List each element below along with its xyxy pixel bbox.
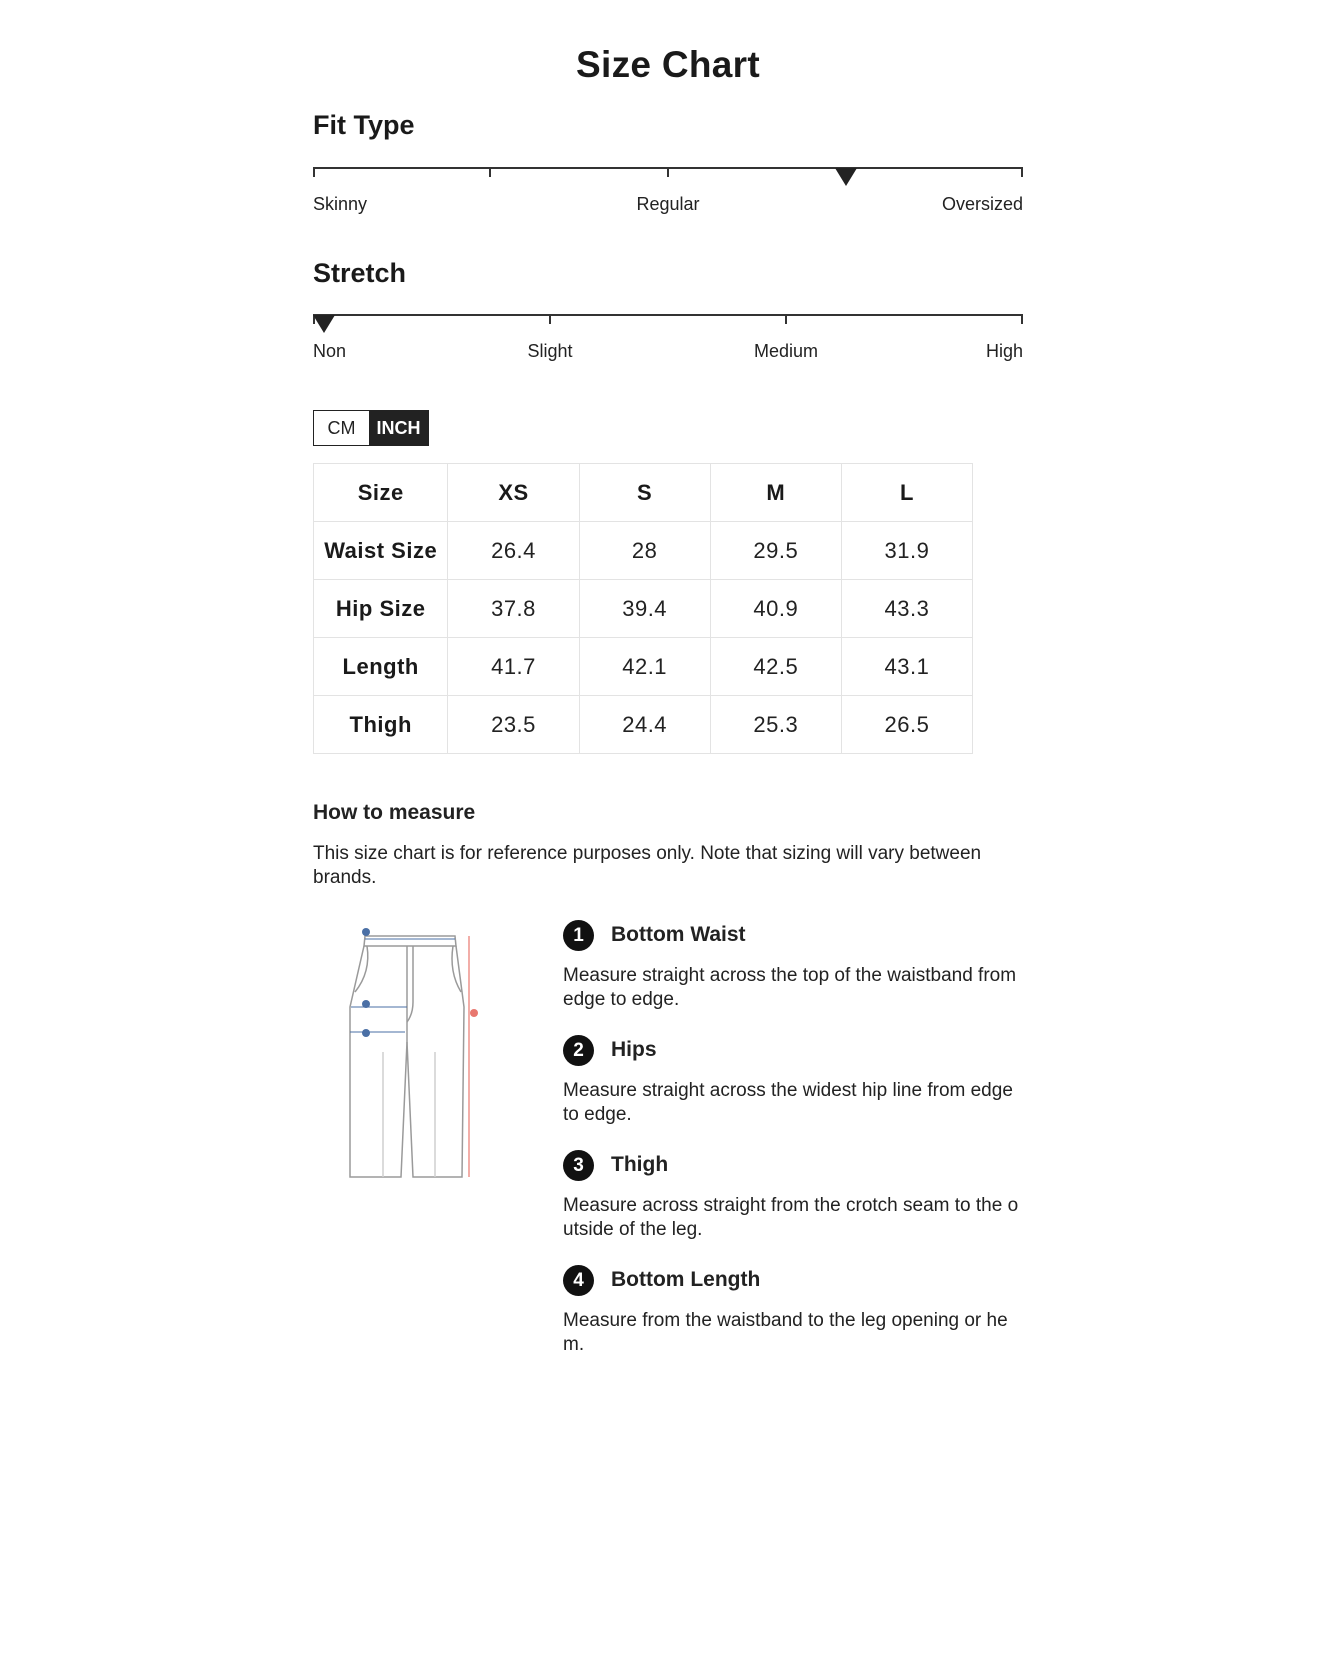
stretch-marker <box>313 315 335 333</box>
step-description: Measure straight across the widest hip line from edge to edge. <box>563 1080 1013 1125</box>
stretch-label-slight: Slight <box>527 341 573 361</box>
fit-type-title: Fit Type <box>313 110 415 140</box>
table-header-row <box>314 464 973 522</box>
fit-type-label-regular: Regular <box>636 194 700 214</box>
step-description: Measure from the waistband to the leg opening or hem. <box>563 1310 1008 1355</box>
stretch-tick <box>1021 314 1023 324</box>
table-cell: 40.9 <box>710 580 841 638</box>
fit-type-tick <box>667 167 669 177</box>
step-title: Bottom Length <box>611 1268 761 1291</box>
table-cell: 43.3 <box>841 580 972 638</box>
stretch-scale <box>313 314 1023 394</box>
table-cell: 31.9 <box>841 522 972 580</box>
table-header-cell: M <box>710 464 841 522</box>
page-title: Size Chart <box>576 44 760 85</box>
stretch-tick <box>549 314 551 324</box>
table-cell: 42.5 <box>710 638 841 696</box>
pants-diagram-svg <box>343 922 493 1192</box>
table-cell: 23.5 <box>448 696 579 754</box>
unit-cm-button[interactable]: CM <box>314 411 369 445</box>
fit-type-tick <box>1021 167 1023 177</box>
table-cell: 41.7 <box>448 638 579 696</box>
table-cell: 26.5 <box>841 696 972 754</box>
table-cell: 42.1 <box>579 638 710 696</box>
table-row <box>314 522 973 580</box>
stretch-line <box>313 314 1023 316</box>
fit-type-tick <box>489 167 491 177</box>
row-label: Length <box>314 638 448 696</box>
fit-type-label-skinny: Skinny <box>313 194 368 214</box>
stretch-tick <box>785 314 787 324</box>
table-cell: 37.8 <box>448 580 579 638</box>
row-label: Hip Size <box>314 580 448 638</box>
table-cell: 24.4 <box>579 696 710 754</box>
table-cell: 39.4 <box>579 580 710 638</box>
how-to-measure-description: This size chart is for reference purposes only. Note that sizing will vary between brands. <box>313 843 982 888</box>
table-cell: 28 <box>579 522 710 580</box>
step-description: Measure across straight from the crotch seam to the outside of the leg. <box>563 1195 1019 1240</box>
table-row <box>314 638 973 696</box>
stretch-title: Stretch <box>313 258 407 288</box>
stretch-label-high: High <box>985 341 1023 361</box>
row-label: Waist Size <box>314 522 448 580</box>
table-cell: 26.4 <box>448 522 579 580</box>
table-row <box>314 696 973 754</box>
unit-inch-button[interactable]: INCH <box>369 411 428 445</box>
step-title: Thigh <box>611 1153 669 1176</box>
table-header-cell: Size <box>314 464 448 522</box>
pants-diagram-icon <box>343 922 493 1192</box>
stretch-label-medium: Medium <box>753 341 819 361</box>
table-cell: 43.1 <box>841 638 972 696</box>
table-row <box>314 580 973 638</box>
fit-type-marker <box>835 168 857 186</box>
table-header-cell: S <box>579 464 710 522</box>
fit-type-label-oversized: Oversized <box>941 194 1023 214</box>
stretch-label-non: Non <box>313 341 347 361</box>
size-table <box>313 463 973 754</box>
fit-type-tick <box>313 167 315 177</box>
step-title: Bottom Waist <box>611 923 746 946</box>
fit-type-scale <box>313 167 1023 247</box>
step-number-badge: 3 <box>563 1150 594 1181</box>
step-title: Hips <box>611 1038 657 1061</box>
step-number-badge: 1 <box>563 920 594 951</box>
table-header-cell: L <box>841 464 972 522</box>
row-label: Thigh <box>314 696 448 754</box>
step-number-badge: 2 <box>563 1035 594 1066</box>
how-to-measure-title: How to measure <box>313 801 476 824</box>
table-cell: 29.5 <box>710 522 841 580</box>
unit-toggle <box>313 410 429 446</box>
table-header-cell: XS <box>448 464 579 522</box>
step-description: Measure straight across the top of the waistband from edge to edge. <box>563 965 1017 1010</box>
step-number-badge: 4 <box>563 1265 594 1296</box>
table-cell: 25.3 <box>710 696 841 754</box>
